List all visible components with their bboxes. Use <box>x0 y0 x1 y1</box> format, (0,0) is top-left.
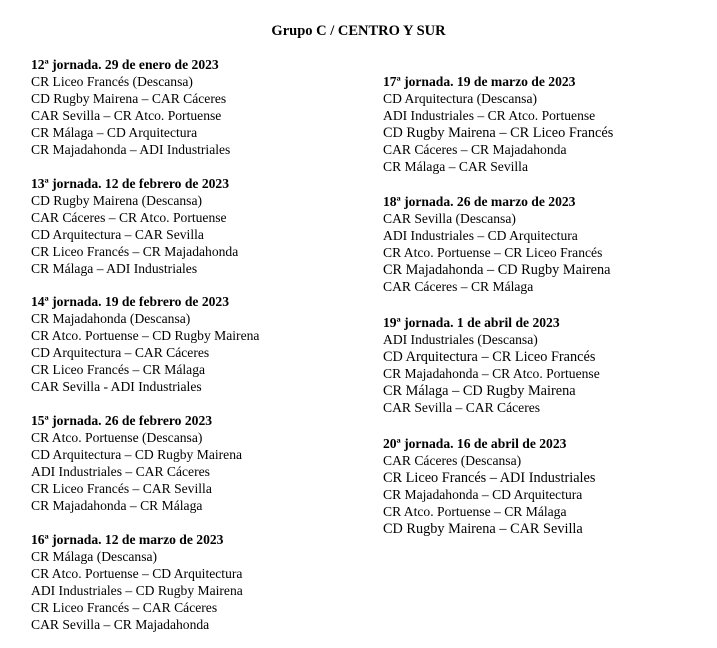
match-line: CR Majadahonda – ADI Industriales <box>31 142 231 157</box>
match-line: CD Rugby Mairena – CAR Sevilla <box>383 521 583 537</box>
match-line: ADI Industriales (Descansa) <box>383 332 538 347</box>
match-line: CR Liceo Francés – CR Málaga <box>31 362 206 377</box>
match-line: CR Atco. Portuense – CR Málaga <box>383 504 567 519</box>
match-line: CD Rugby Mairena (Descansa) <box>31 193 203 208</box>
match-line: CR Majadahonda – CR Málaga <box>31 498 203 513</box>
match-line: CR Atco. Portuense – CR Liceo Francés <box>383 245 603 260</box>
round-title: 17ª jornada. 19 de marzo de 2023 <box>383 74 576 89</box>
match-line: CD Rugby Mairena – CR Liceo Francés <box>383 125 614 141</box>
match-line: CAR Cáceres – CR Atco. Portuense <box>31 210 227 225</box>
match-line: CD Rugby Mairena – CAR Cáceres <box>31 91 227 106</box>
round-title: 19ª jornada. 1 de abril de 2023 <box>383 315 560 330</box>
round-16 <box>31 532 243 634</box>
round-title: 20ª jornada. 16 de abril de 2023 <box>383 436 567 451</box>
match-line: CR Majadahonda (Descansa) <box>31 311 191 326</box>
match-line: CR Málaga – CAR Sevilla <box>383 159 528 174</box>
round-14 <box>31 294 259 396</box>
match-line: CR Liceo Francés – CAR Sevilla <box>31 481 212 496</box>
match-line: CAR Cáceres – CR Majadahonda <box>383 142 567 157</box>
match-line: CR Majadahonda – CD Arquitectura <box>383 487 583 502</box>
match-line: CR Málaga – ADI Industriales <box>31 261 198 276</box>
match-line: CR Atco. Portuense – CD Arquitectura <box>31 566 243 581</box>
round-title: 14ª jornada. 19 de febrero de 2023 <box>31 294 230 309</box>
match-line: CR Majadahonda – CD Rugby Mairena <box>383 262 611 278</box>
match-line: CAR Cáceres (Descansa) <box>383 453 522 468</box>
round-12 <box>31 57 230 159</box>
round-title: 18ª jornada. 26 de marzo de 2023 <box>383 194 576 209</box>
match-line: CD Arquitectura – CAR Sevilla <box>31 227 204 242</box>
round-19 <box>383 315 600 417</box>
match-line: CR Liceo Francés – CAR Cáceres <box>31 600 218 615</box>
match-line: CAR Cáceres – CR Málaga <box>383 279 534 294</box>
round-13 <box>31 176 238 278</box>
round-15 <box>31 413 242 515</box>
match-line: CAR Sevilla – CR Majadahonda <box>31 617 210 632</box>
match-line: CR Liceo Francés – ADI Industriales <box>383 470 596 486</box>
round-title: 13ª jornada. 12 de febrero de 2023 <box>31 176 230 191</box>
match-line: CAR Sevilla - ADI Industriales <box>31 379 202 394</box>
round-title: 12ª jornada. 29 de enero de 2023 <box>31 57 219 72</box>
match-line: CR Liceo Francés (Descansa) <box>31 74 193 89</box>
match-line: CR Málaga – CD Rugby Mairena <box>383 383 576 399</box>
match-line: CR Liceo Francés – CR Majadahonda <box>31 244 239 259</box>
match-line: CD Arquitectura (Descansa) <box>383 91 538 106</box>
match-line: CD Arquitectura – CD Rugby Mairena <box>31 447 243 462</box>
round-17 <box>383 74 613 176</box>
match-line: CAR Sevilla – CR Atco. Portuense <box>31 108 222 123</box>
match-line: CD Arquitectura – CR Liceo Francés <box>383 349 596 365</box>
match-line: CR Málaga (Descansa) <box>31 549 158 564</box>
round-title: 16ª jornada. 12 de marzo de 2023 <box>31 532 224 547</box>
match-line: CD Arquitectura – CAR Cáceres <box>31 345 210 360</box>
match-line: ADI Industriales – CD Rugby Mairena <box>31 583 243 598</box>
match-line: ADI Industriales – CD Arquitectura <box>383 228 578 243</box>
match-line: CR Atco. Portuense (Descansa) <box>31 430 203 445</box>
round-title: 15ª jornada. 26 de febrero 2023 <box>31 413 213 428</box>
match-line: CAR Sevilla – CAR Cáceres <box>383 400 541 415</box>
round-20 <box>383 436 595 538</box>
page-title: Grupo C / CENTRO Y SUR <box>271 23 446 39</box>
match-line: CR Málaga – CD Arquitectura <box>31 125 198 140</box>
match-line: ADI Industriales – CAR Cáceres <box>31 464 210 479</box>
match-line: CR Atco. Portuense – CD Rugby Mairena <box>31 328 260 343</box>
round-18 <box>383 194 611 296</box>
match-line: CR Majadahonda – CR Atco. Portuense <box>383 366 600 381</box>
match-line: CAR Sevilla (Descansa) <box>383 211 516 226</box>
match-line: ADI Industriales – CR Atco. Portuense <box>383 108 596 123</box>
